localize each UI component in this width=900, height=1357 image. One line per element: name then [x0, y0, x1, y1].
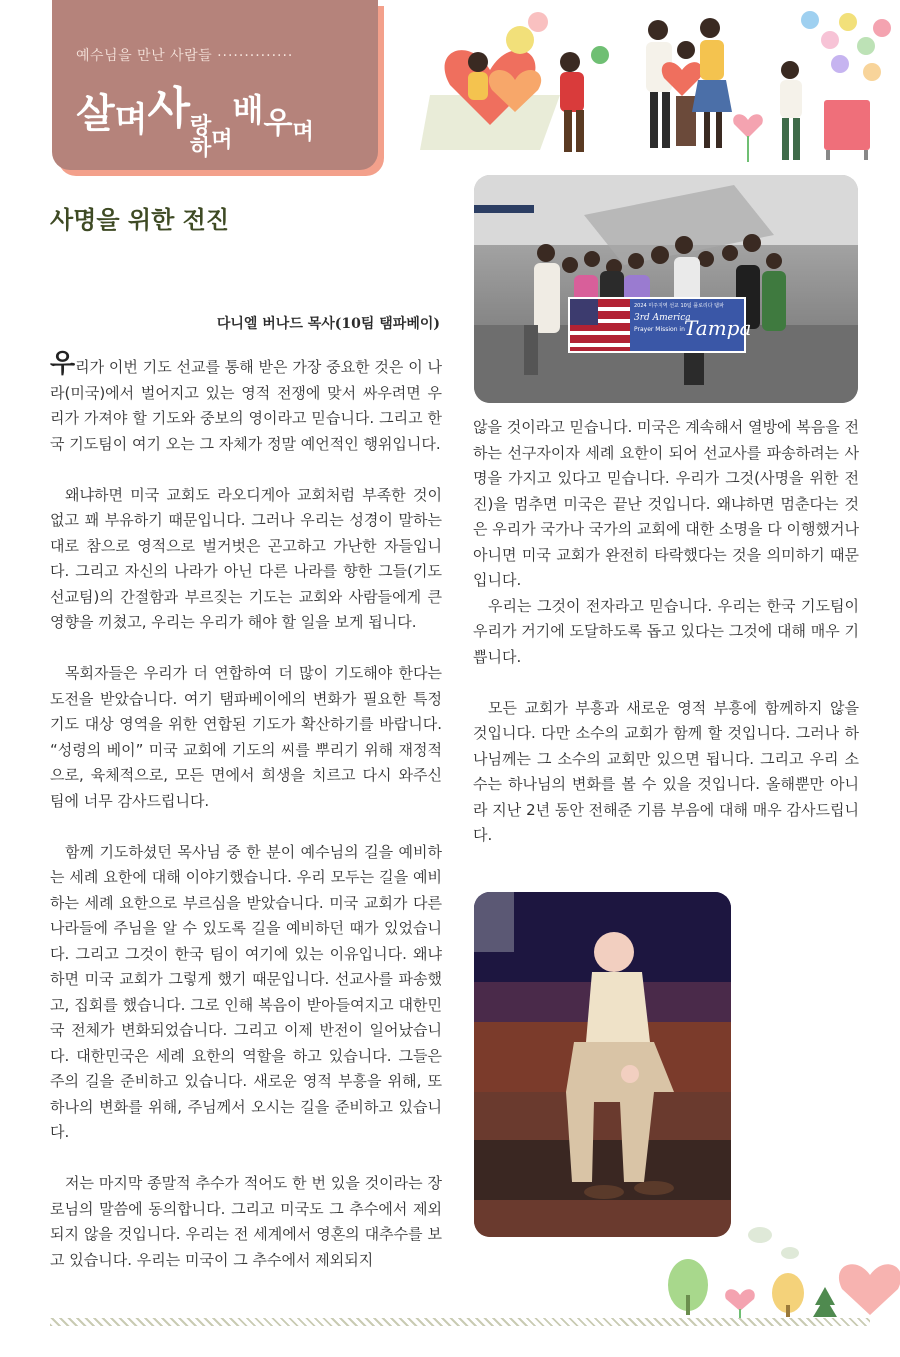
paragraph: 우리는 그것이 전자라고 믿습니다. 우리는 한국 기도팀이 우리가 거기에 도달하도록 돕고 있다는 그것에 대해 매우 기쁩니다.	[473, 596, 859, 666]
paragraph: 왜냐하면 미국 교회도 라오디게아 교회처럼 부족한 것이 없고 꽤 부유하기 때문입니다. 그러나 우리는 성경이 말하는 대로 참으로 영적으로 벌거벗은 곤고하고 가난한 자들입니다. 그리고 자신의 나라가 아닌 다른 나라를 향한 그들(기도선교팀)의 간절함과 부르짖는 기도는 교회와 사람들에게 큰 영향을 끼쳤고, 우리는 우리가 해야 할 일을 보게 됩니다.	[50, 485, 442, 631]
paragraph: 저는 마지막 종말적 추수가 적어도 한 번 있을 것이라는 장로님의 말씀에 동의합니다. 그리고 미국도 그 추수에서 제외되지 않을 것입니다. 우리는 전 세계에서 영혼의 대추수를 보고 있습니다. 우리는 미국이 그 추수에서 제외되지	[50, 1174, 442, 1269]
prayer-photo-image	[474, 892, 731, 1237]
section-label-text: 예수님을 만난 사람들	[76, 48, 213, 64]
banner-line1: 3rd America	[634, 313, 691, 323]
title-char: 배	[232, 91, 264, 129]
group-photo	[474, 175, 858, 403]
paragraph: 목회자들은 우리가 더 연합하여 더 많이 기도해야 한다는 도전을 받았습니다. 여기 탬파베이에의 변화가 필요한 특정 기도 대상 영역을 위한 연합된 기도가 확산하기를 바랍니다. “성령의 베이” 미국 교회에 기도의 씨를 뿌리기 위해 재정적으로, 육체적으로, 모든 면에서 희생을 치르고 다시 와주신 팀에 너무 감사드립니다.	[50, 664, 442, 810]
title-char: 며	[114, 100, 148, 140]
banner-line2: Prayer Mission in	[634, 326, 685, 333]
title-char: 며	[211, 128, 233, 153]
paragraph: 모든 교회가 부흥과 새로운 영적 부흥에 함께하지 않을 것입니다. 다만 소수의 교회가 함께 할 것입니다. 그러나 하나님께는 그 소수의 교회만 있으면 됩니다. 그리고 우리 소수는 하나님의 변화를 볼 수 있을 것입니다. 올해뿐만 아니라 지난 2년 동안 전해준 기름 부음에 대해 매우 감사드립니다.	[473, 698, 859, 844]
banner-city: Tampa	[684, 316, 752, 340]
paragraph-text: 리가 이번 기도 선교를 통해 받은 가장 중요한 것은 이 나라(미국)에서 벌어지고 있는 영적 전쟁에 맞서 싸우려면 우리가 가져야 할 기도와 중보의 영이라고 믿습니다. 그리고 한국 기도팀이 여기 오는 그 자체가 정말 예언적인 행위입니다.	[50, 358, 442, 453]
section-label	[76, 45, 293, 65]
banner-top: 2024 미주지역 선교 10팀 플로리다 탬파	[634, 303, 724, 309]
paragraph: 않을 것이라고 믿습니다. 미국은 계속해서 열방에 복음을 전하는 선구자이자 세례 요한이 되어 선교사를 파송하려는 사명을 가지고 있다고 믿습니다. 우리가 그것(사명을 위한 전진)을 멈추면 미국은 끝난 것입니다. 왜냐하면 멈춘다는 것은 우리가 국가나 국가의 교회에 대한 소명을 다 이행했거나 아니면 미국 교회가 완전히 타락했다는 것을 의미하기 때문입니다.	[473, 418, 859, 589]
group-photo-image	[474, 175, 858, 403]
title-stack	[190, 116, 211, 160]
decorative-illustration	[420, 0, 900, 168]
title-char: 살	[76, 91, 115, 137]
paragraph	[50, 349, 442, 457]
title-char: 며	[292, 120, 314, 145]
title-char: 사	[147, 83, 191, 134]
section-title	[76, 72, 314, 160]
article-column-left	[50, 349, 442, 1273]
title-char: 하	[190, 136, 212, 161]
bottom-border	[50, 1318, 870, 1326]
title-char: 랑	[190, 114, 212, 139]
dropcap: 우	[50, 349, 76, 379]
decorative-trees	[660, 1225, 900, 1320]
prayer-photo	[474, 892, 731, 1237]
paragraph: 함께 기도하셨던 목사님 중 한 분이 예수님의 길을 예비하는 세례 요한에 대해 이야기했습니다. 우리 모두는 길을 예비하는 세례 요한으로 부르심을 받았습니다. 미국 교회가 다른 나라들에 주님을 알 수 있도록 길을 예비하던 때가 있었습니다. 그리고 그것이 한국 팀이 여기에 있는 이유입니다. 왜냐하면 미국 교회가 그렇게 했기 때문입니다. 선교사를 파송했고, 집회를 했습니다. 그로 인해 복음이 받아들여지고 대한민국 전체가 변화되었습니다. 그리고 이제 반전이 일어났습니다. 대한민국은 세례 요한의 역할을 하고 있습니다. 그들은 주의 길을 준비하고 있습니다. 새로운 영적 부흥을 위해, 또 하나의 변화를 위해, 주님께서 오시는 길을 준비하고 있습니다.	[50, 842, 442, 1141]
title-char: 우	[263, 106, 293, 141]
section-label-dots: ··············	[217, 48, 294, 64]
article-column-right	[473, 415, 859, 849]
author-byline: 다니엘 버나드 목사(10팀 탬파베이)	[216, 316, 440, 332]
article-title: 사명을 위한 전진	[50, 205, 229, 234]
